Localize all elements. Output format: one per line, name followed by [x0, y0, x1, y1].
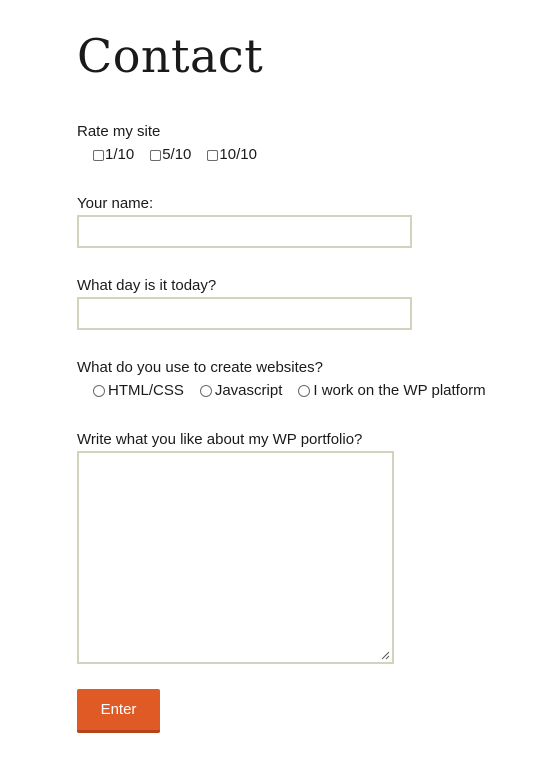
rating-option-label: 10/10 — [219, 146, 257, 163]
enter-button[interactable]: Enter — [77, 689, 160, 733]
tools-option-label: HTML/CSS — [108, 382, 184, 399]
day-input[interactable] — [77, 297, 412, 330]
portfolio-label: Write what you like about my WP portfolio? — [77, 431, 363, 448]
day-label: What day is it today? — [77, 277, 217, 294]
rating-option-5[interactable] — [150, 146, 191, 164]
tools-label: What do you use to create websites? — [77, 359, 323, 376]
tools-option-label: Javascript — [214, 382, 283, 399]
rating-option-label: 5/10 — [162, 146, 192, 163]
tools-radio-wp-platform[interactable] — [298, 385, 310, 397]
rating-option-label: 1/10 — [105, 146, 135, 163]
rating-checkbox-10[interactable] — [207, 150, 218, 161]
rating-option-1[interactable] — [93, 146, 134, 164]
tools-option-javascript[interactable] — [200, 382, 283, 400]
rating-checkbox-5[interactable] — [150, 150, 161, 161]
name-label: Your name: — [77, 195, 154, 212]
tools-option-wp-platform[interactable] — [298, 382, 485, 400]
name-input[interactable] — [77, 215, 412, 248]
portfolio-textarea[interactable] — [77, 451, 394, 664]
rating-options — [93, 146, 273, 164]
tools-options — [93, 382, 502, 400]
rating-checkbox-1[interactable] — [93, 150, 104, 161]
tools-radio-javascript[interactable] — [200, 385, 212, 397]
tools-radio-html-css[interactable] — [93, 385, 105, 397]
tools-option-html-css[interactable] — [93, 382, 184, 400]
resize-grip-icon[interactable] — [380, 650, 390, 660]
rating-label: Rate my site — [77, 123, 161, 140]
tools-option-label: I work on the WP platform — [313, 382, 486, 399]
rating-option-10[interactable] — [207, 146, 257, 164]
page-title: Contact — [77, 29, 264, 83]
